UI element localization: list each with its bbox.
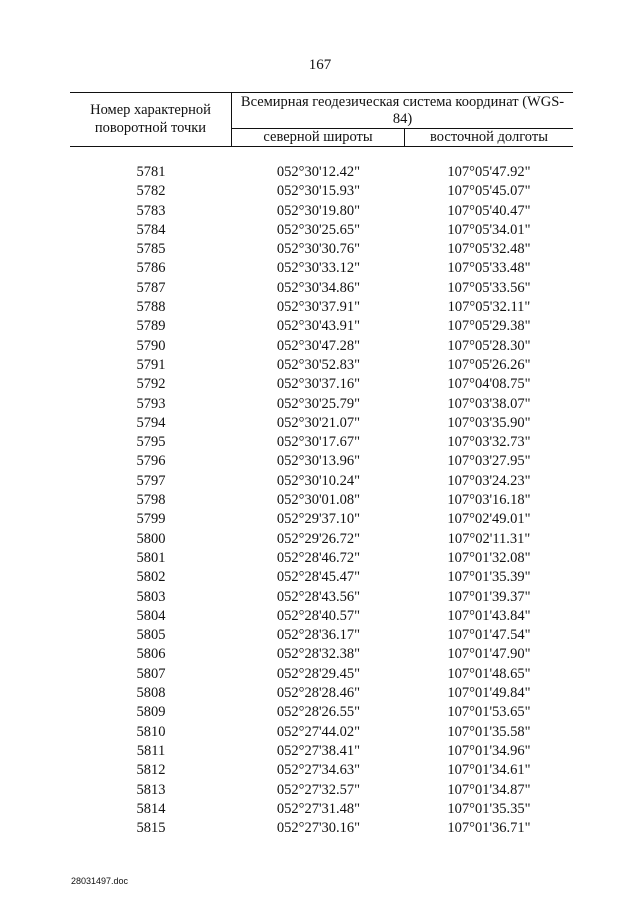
table-row [0,742,640,761]
table-row [0,221,640,240]
longitude-cell: 107°05'29.38" [447,318,531,335]
point-number-cell: 5802 [136,569,166,586]
point-number-cell: 5788 [136,299,166,316]
longitude-cell: 107°01'53.65" [447,704,531,721]
point-number-cell: 5784 [136,221,166,238]
point-number-cell: 5801 [136,549,166,566]
point-number-cell: 5799 [136,511,166,528]
latitude-cell: 052°30'34.86" [276,279,361,296]
latitude-cell: 052°30'19.80" [276,202,361,219]
latitude-cell: 052°28'45.47" [276,569,361,586]
latitude-cell: 052°29'37.10" [276,511,361,528]
longitude-cell: 107°03'32.73" [447,434,531,451]
header-longitude: восточной долготы [430,129,548,145]
table-row [0,607,640,626]
point-number-cell: 5787 [136,279,166,296]
longitude-cell: 107°01'47.90" [447,646,531,663]
table-row [0,452,640,471]
table-row [0,549,640,568]
point-number-cell: 5806 [136,646,166,663]
point-number-cell: 5781 [136,164,166,180]
longitude-cell: 107°05'32.11" [447,299,531,316]
point-number-cell: 5804 [136,607,166,624]
longitude-cell: 107°02'11.31" [447,530,531,547]
latitude-cell: 052°30'25.65" [276,221,361,238]
table-row [0,665,640,684]
latitude-cell: 052°28'28.46" [276,685,361,702]
table-row [0,259,640,278]
table-row [0,337,640,356]
table-header [70,92,573,147]
point-number-cell: 5809 [136,704,166,721]
table-row [0,588,640,607]
table-row [0,182,640,201]
table-row [0,800,640,819]
longitude-cell: 107°01'35.58" [447,723,531,740]
latitude-cell: 052°27'34.63" [276,762,361,779]
latitude-cell: 052°30'52.83" [276,356,361,373]
table-row [0,568,640,587]
longitude-cell: 107°01'43.84" [447,607,531,624]
point-number-cell: 5792 [136,376,166,393]
table-row [0,703,640,722]
longitude-cell: 107°01'35.35" [447,800,531,817]
point-number-cell: 5790 [136,337,166,354]
longitude-cell: 107°05'47.92" [447,164,531,180]
point-number-cell: 5807 [136,665,166,682]
latitude-cell: 052°29'26.72" [276,530,361,547]
longitude-cell: 107°01'32.08" [447,549,531,566]
header-latitude: северной широты [232,129,405,147]
table-row [0,163,640,182]
longitude-cell: 107°01'48.65" [447,665,531,682]
point-number-cell: 5810 [136,723,166,740]
table-row [0,626,640,645]
longitude-cell: 107°03'16.18" [447,492,531,509]
point-number-cell: 5813 [136,781,166,798]
latitude-cell: 052°30'15.93" [276,183,361,200]
longitude-cell: 107°03'24.23" [447,472,531,489]
latitude-cell: 052°30'37.16" [276,376,361,393]
point-number-cell: 5805 [136,627,166,644]
point-number-cell: 5795 [136,434,166,451]
coordinate-table-body [0,163,640,838]
latitude-cell: 052°28'36.17" [276,627,361,644]
longitude-cell: 107°03'38.07" [447,395,531,412]
point-number-cell: 5793 [136,395,166,412]
table-row [0,510,640,529]
point-number-cell: 5796 [136,453,166,470]
longitude-cell: 107°05'26.26" [447,356,531,373]
table-row [0,240,640,259]
point-number-cell: 5811 [136,742,166,759]
longitude-cell: 107°05'40.47" [447,202,531,219]
latitude-cell: 052°28'46.72" [276,549,361,566]
table-row [0,279,640,298]
point-number-cell: 5815 [136,820,166,837]
latitude-cell: 052°27'44.02" [276,723,361,740]
point-number-cell: 5782 [136,183,166,200]
latitude-cell: 052°28'29.45" [276,665,361,682]
point-number-cell: 5808 [136,685,166,702]
table-row [0,819,640,838]
point-number-cell: 5803 [136,588,166,605]
table-row [0,781,640,800]
latitude-cell: 052°27'38.41" [276,742,361,759]
latitude-cell: 052°27'30.16" [276,820,361,837]
longitude-cell: 107°01'36.71" [447,820,531,837]
footer-document-name: 28031497.doc [71,876,129,886]
table-row [0,723,640,742]
latitude-cell: 052°30'43.91" [276,318,361,335]
longitude-cell: 107°03'27.95" [447,453,531,470]
latitude-cell: 052°28'26.55" [276,704,361,721]
point-number-cell: 5798 [136,492,166,509]
table-row [0,433,640,452]
longitude-cell: 107°01'49.84" [447,685,531,702]
latitude-cell: 052°28'43.56" [276,588,361,605]
longitude-cell: 107°05'28.30" [447,337,531,354]
latitude-cell: 052°30'13.96" [276,453,361,470]
point-number-cell: 5800 [136,530,166,547]
table-row [0,356,640,375]
point-number-cell: 5791 [136,356,166,373]
longitude-cell: 107°03'35.90" [447,414,531,431]
header-coordinate-system: Всемирная геодезическая система координат (WGS-84) [232,93,573,129]
table-row [0,395,640,414]
header-point-number: Номер характерной поворотной точки [70,93,232,146]
point-number-cell: 5789 [136,318,166,335]
longitude-cell: 107°02'49.01" [447,511,531,528]
point-number-cell: 5783 [136,202,166,219]
point-number-cell: 5794 [136,414,166,431]
longitude-cell: 107°01'47.54" [447,627,531,644]
latitude-cell: 052°27'32.57" [276,781,361,798]
latitude-cell: 052°30'21.07" [276,414,361,431]
table-row [0,202,640,221]
latitude-cell: 052°28'40.57" [276,607,361,624]
latitude-cell: 052°30'12.42" [276,164,361,180]
longitude-cell: 107°05'45.07" [447,183,531,200]
latitude-cell: 052°28'32.38" [276,646,361,663]
table-row [0,645,640,664]
point-number-cell: 5814 [136,800,166,817]
longitude-cell: 107°05'34.01" [447,221,531,238]
page-number: 167 [308,57,332,73]
table-row [0,298,640,317]
table-row [0,530,640,549]
latitude-cell: 052°30'25.79" [276,395,361,412]
longitude-cell: 107°01'35.39" [447,569,531,586]
longitude-cell: 107°01'34.87" [447,781,531,798]
longitude-cell: 107°05'33.48" [447,260,531,277]
longitude-cell: 107°04'08.75" [447,376,531,393]
longitude-cell: 107°05'33.56" [447,279,531,296]
latitude-cell: 052°30'01.08" [276,492,361,509]
latitude-cell: 052°30'33.12" [276,260,361,277]
longitude-cell: 107°05'32.48" [447,241,531,258]
latitude-cell: 052°27'31.48" [276,800,361,817]
point-number-cell: 5812 [136,762,166,779]
latitude-cell: 052°30'37.91" [276,299,361,316]
point-number-cell: 5786 [136,260,166,277]
table-row [0,761,640,780]
latitude-cell: 052°30'30.76" [276,241,361,258]
latitude-cell: 052°30'47.28" [276,337,361,354]
point-number-cell: 5797 [136,472,166,489]
latitude-cell: 052°30'17.67" [276,434,361,451]
table-row [0,375,640,394]
table-row [0,684,640,703]
table-row [0,317,640,336]
longitude-cell: 107°01'39.37" [447,588,531,605]
table-row [0,472,640,491]
longitude-cell: 107°01'34.96" [447,742,531,759]
point-number-cell: 5785 [136,241,166,258]
longitude-cell: 107°01'34.61" [447,762,531,779]
latitude-cell: 052°30'10.24" [276,472,361,489]
table-row [0,414,640,433]
table-row [0,491,640,510]
